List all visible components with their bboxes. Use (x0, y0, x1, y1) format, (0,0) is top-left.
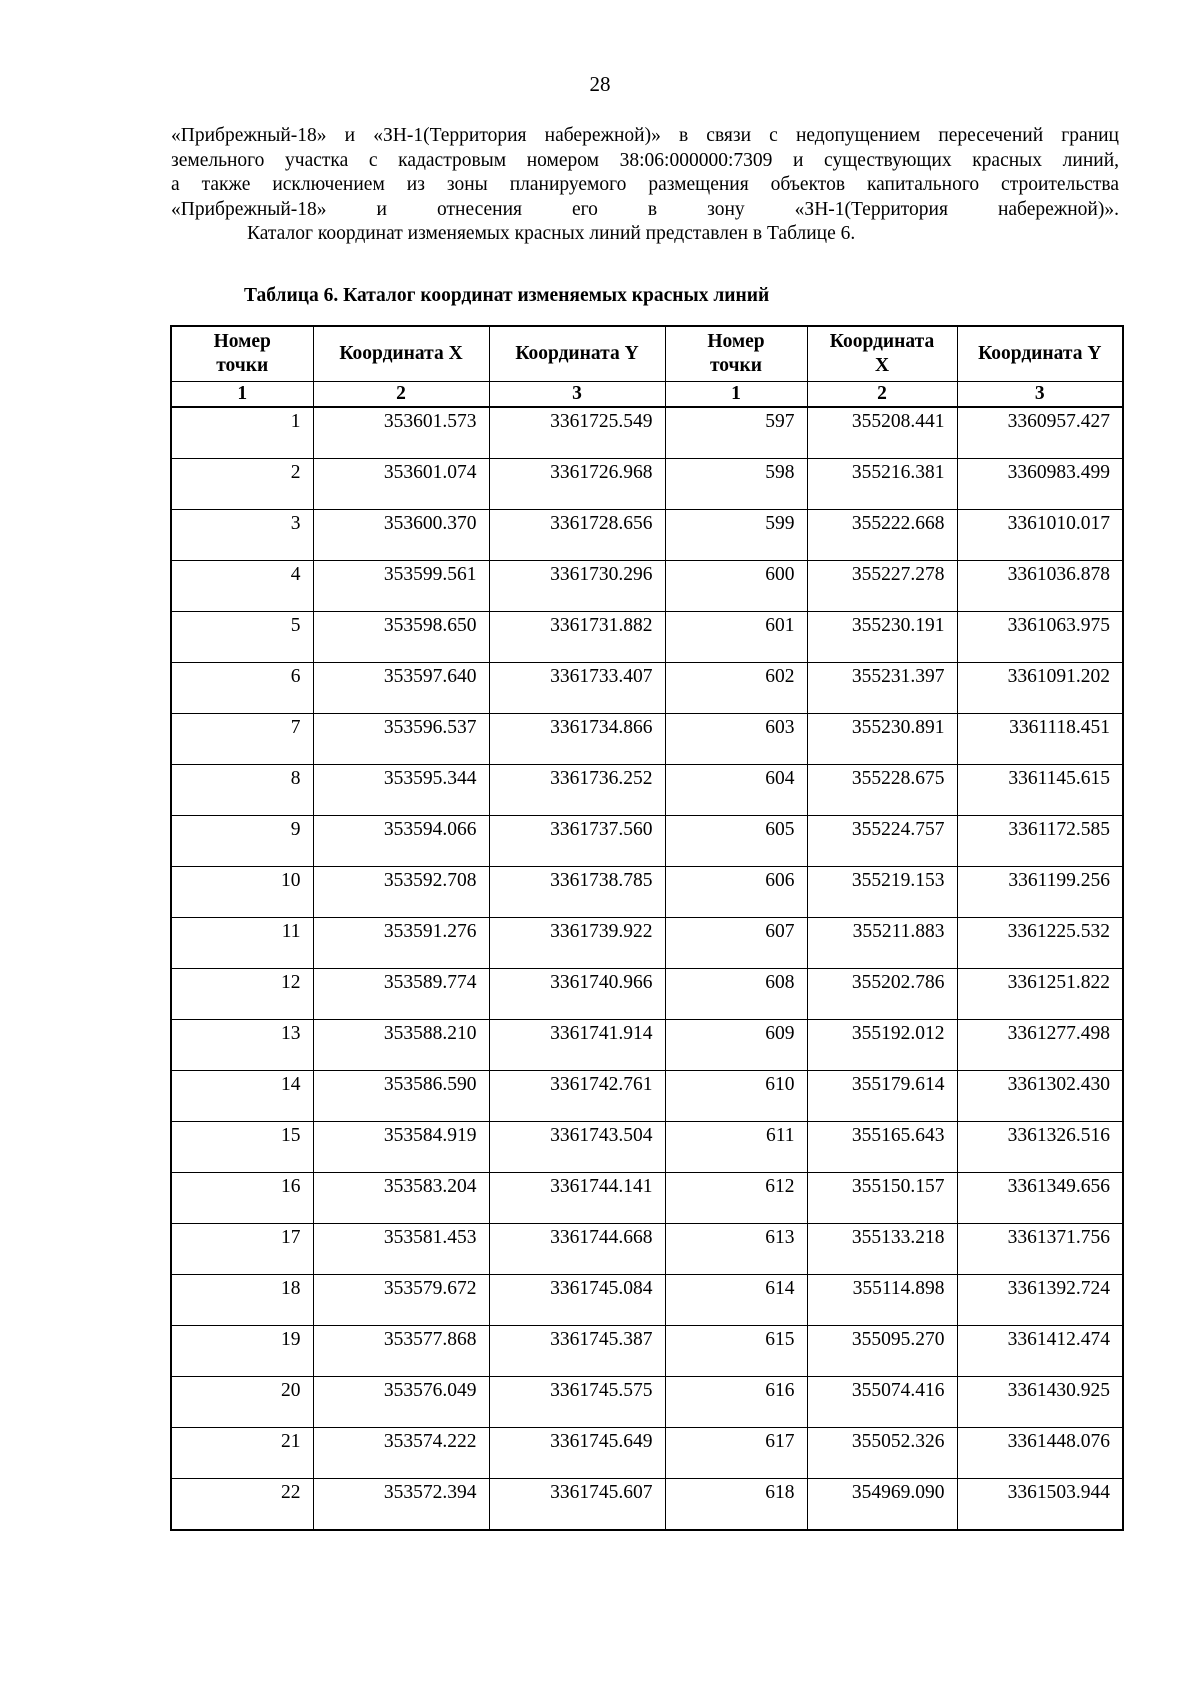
coord-y-right-cell: 3361448.076 (957, 1428, 1123, 1479)
point-number-left-cell: 19 (171, 1326, 313, 1377)
column-number: 1 (171, 382, 313, 408)
header-text: Номер (213, 331, 271, 352)
coord-y-left-cell: 3361737.560 (489, 816, 665, 867)
coord-x-left-cell: 353583.204 (313, 1173, 489, 1224)
table-header-row (171, 326, 1123, 382)
coord-y-right-cell: 3361091.202 (957, 663, 1123, 714)
coord-x-right-cell: 355179.614 (807, 1071, 957, 1122)
coord-y-left-cell: 3361738.785 (489, 867, 665, 918)
point-number-right-cell: 598 (665, 459, 807, 510)
coord-y-left-cell: 3361745.607 (489, 1479, 665, 1531)
coord-y-right-cell: 3361145.615 (957, 765, 1123, 816)
table-row (171, 867, 1123, 918)
coord-y-left-cell: 3361739.922 (489, 918, 665, 969)
coord-x-left-cell: 353601.074 (313, 459, 489, 510)
point-number-right-cell: 605 (665, 816, 807, 867)
intro-paragraph (171, 124, 1119, 247)
coord-x-left-cell: 353598.650 (313, 612, 489, 663)
table-row (171, 1020, 1123, 1071)
point-number-right-cell: 600 (665, 561, 807, 612)
point-number-right-cell: 604 (665, 765, 807, 816)
column-number: 2 (313, 382, 489, 408)
point-number-left-cell: 21 (171, 1428, 313, 1479)
coord-x-right-cell: 355230.891 (807, 714, 957, 765)
coord-x-right-cell: 355211.883 (807, 918, 957, 969)
header-point-number-left (171, 326, 313, 382)
table-row (171, 561, 1123, 612)
coord-x-right-cell: 355192.012 (807, 1020, 957, 1071)
table-row (171, 407, 1123, 459)
coord-x-left-cell: 353591.276 (313, 918, 489, 969)
coord-y-left-cell: 3361725.549 (489, 407, 665, 459)
point-number-left-cell: 17 (171, 1224, 313, 1275)
coord-x-left-cell: 353589.774 (313, 969, 489, 1020)
table-row (171, 1326, 1123, 1377)
coord-y-left-cell: 3361744.141 (489, 1173, 665, 1224)
header-text: Номер (707, 331, 765, 352)
coord-x-left-cell: 353597.640 (313, 663, 489, 714)
coord-x-left-cell: 353601.573 (313, 407, 489, 459)
coord-x-left-cell: 353594.066 (313, 816, 489, 867)
coord-x-left-cell: 353576.049 (313, 1377, 489, 1428)
intro-line: «Прибрежный-18» и «ЗН-1(Территория набережной)» в связи с недопущением пересечений границ (171, 125, 1119, 146)
table-row (171, 1173, 1123, 1224)
coord-x-left-cell: 353584.919 (313, 1122, 489, 1173)
point-number-right-cell: 614 (665, 1275, 807, 1326)
coordinates-table (170, 325, 1124, 1531)
intro-line: а также исключением из зоны планируемого размещения объектов капитального строительства (171, 174, 1119, 195)
point-number-right-cell: 610 (665, 1071, 807, 1122)
coord-y-left-cell: 3361740.966 (489, 969, 665, 1020)
coord-x-right-cell: 355208.441 (807, 407, 957, 459)
table-row (171, 1377, 1123, 1428)
table-row (171, 918, 1123, 969)
coord-y-right-cell: 3361225.532 (957, 918, 1123, 969)
point-number-left-cell: 18 (171, 1275, 313, 1326)
coord-x-right-cell: 355114.898 (807, 1275, 957, 1326)
intro-line: «Прибрежный-18» и отнесения его в зону «ЗН-1(Территория набережной)». (171, 198, 1119, 220)
intro-line: земельного участка с кадастровым номером 38:06:000000:7309 и существующих красных линий, (171, 149, 1119, 171)
point-number-left-cell: 4 (171, 561, 313, 612)
column-number: 1 (665, 382, 807, 408)
coord-y-right-cell: 3361430.925 (957, 1377, 1123, 1428)
coord-x-left-cell: 353586.590 (313, 1071, 489, 1122)
point-number-left-cell: 14 (171, 1071, 313, 1122)
point-number-right-cell: 608 (665, 969, 807, 1020)
coord-y-right-cell: 3361371.756 (957, 1224, 1123, 1275)
coord-y-right-cell: 3361277.498 (957, 1020, 1123, 1071)
coord-x-right-cell: 355074.416 (807, 1377, 957, 1428)
point-number-left-cell: 22 (171, 1479, 313, 1531)
coord-x-right-cell: 355216.381 (807, 459, 957, 510)
point-number-right-cell: 606 (665, 867, 807, 918)
point-number-left-cell: 12 (171, 969, 313, 1020)
point-number-right-cell: 603 (665, 714, 807, 765)
point-number-right-cell: 599 (665, 510, 807, 561)
coord-x-right-cell: 355150.157 (807, 1173, 957, 1224)
coord-x-right-cell: 354969.090 (807, 1479, 957, 1531)
point-number-left-cell: 8 (171, 765, 313, 816)
point-number-left-cell: 6 (171, 663, 313, 714)
header-text: точки (709, 355, 763, 376)
table-row (171, 1122, 1123, 1173)
coord-x-right-cell: 355230.191 (807, 612, 957, 663)
coord-x-left-cell: 353579.672 (313, 1275, 489, 1326)
coord-x-left-cell: 353596.537 (313, 714, 489, 765)
table-row (171, 510, 1123, 561)
coord-y-right-cell: 3361172.585 (957, 816, 1123, 867)
coord-x-right-cell: 355227.278 (807, 561, 957, 612)
column-number: 3 (957, 382, 1123, 408)
coord-x-right-cell: 355231.397 (807, 663, 957, 714)
coord-y-right-cell: 3360957.427 (957, 407, 1123, 459)
header-coord-x-right (807, 326, 957, 382)
table-row (171, 714, 1123, 765)
coord-y-left-cell: 3361745.649 (489, 1428, 665, 1479)
coord-y-right-cell: 3361118.451 (957, 714, 1123, 765)
coord-x-left-cell: 353600.370 (313, 510, 489, 561)
header-coord-x-left: Координата X (313, 326, 489, 382)
coord-y-right-cell: 3361251.822 (957, 969, 1123, 1020)
coord-x-left-cell: 353572.394 (313, 1479, 489, 1531)
coord-y-left-cell: 3361743.504 (489, 1122, 665, 1173)
coord-y-right-cell: 3361392.724 (957, 1275, 1123, 1326)
point-number-right-cell: 597 (665, 407, 807, 459)
point-number-left-cell: 16 (171, 1173, 313, 1224)
point-number-left-cell: 7 (171, 714, 313, 765)
table-row (171, 1275, 1123, 1326)
point-number-left-cell: 10 (171, 867, 313, 918)
point-number-left-cell: 2 (171, 459, 313, 510)
coord-x-right-cell: 355052.326 (807, 1428, 957, 1479)
point-number-right-cell: 602 (665, 663, 807, 714)
coord-x-right-cell: 355222.668 (807, 510, 957, 561)
coord-x-right-cell: 355165.643 (807, 1122, 957, 1173)
header-text: X (874, 355, 890, 376)
table-row (171, 816, 1123, 867)
coord-x-right-cell: 355219.153 (807, 867, 957, 918)
coord-x-right-cell: 355095.270 (807, 1326, 957, 1377)
coord-x-left-cell: 353581.453 (313, 1224, 489, 1275)
coord-y-right-cell: 3361010.017 (957, 510, 1123, 561)
table-row (171, 1071, 1123, 1122)
coord-x-right-cell: 355202.786 (807, 969, 957, 1020)
point-number-right-cell: 615 (665, 1326, 807, 1377)
coord-y-left-cell: 3361734.866 (489, 714, 665, 765)
coord-x-right-cell: 355224.757 (807, 816, 957, 867)
table-row (171, 765, 1123, 816)
coord-x-left-cell: 353588.210 (313, 1020, 489, 1071)
coord-y-left-cell: 3361726.968 (489, 459, 665, 510)
point-number-left-cell: 11 (171, 918, 313, 969)
intro-line-last: Каталог координат изменяемых красных линий представлен в Таблице 6. (247, 223, 856, 244)
coord-y-right-cell: 3361326.516 (957, 1122, 1123, 1173)
point-number-right-cell: 616 (665, 1377, 807, 1428)
coord-y-left-cell: 3361736.252 (489, 765, 665, 816)
point-number-left-cell: 20 (171, 1377, 313, 1428)
header-coord-y-right: Координата Y (957, 326, 1123, 382)
coord-x-left-cell: 353574.222 (313, 1428, 489, 1479)
coord-y-right-cell: 3361302.430 (957, 1071, 1123, 1122)
point-number-left-cell: 9 (171, 816, 313, 867)
coord-x-left-cell: 353592.708 (313, 867, 489, 918)
table-row (171, 663, 1123, 714)
page-number: 28 (589, 72, 611, 96)
table-row (171, 1428, 1123, 1479)
point-number-right-cell: 613 (665, 1224, 807, 1275)
coord-y-left-cell: 3361733.407 (489, 663, 665, 714)
coord-y-left-cell: 3361745.575 (489, 1377, 665, 1428)
header-coord-y-left: Координата Y (489, 326, 665, 382)
point-number-right-cell: 618 (665, 1479, 807, 1531)
coord-y-left-cell: 3361731.882 (489, 612, 665, 663)
coord-y-right-cell: 3361349.656 (957, 1173, 1123, 1224)
table-row (171, 459, 1123, 510)
table-row (171, 612, 1123, 663)
coord-x-left-cell: 353599.561 (313, 561, 489, 612)
column-number: 3 (489, 382, 665, 408)
table-row (171, 1224, 1123, 1275)
coord-y-right-cell: 3361063.975 (957, 612, 1123, 663)
coord-x-right-cell: 355133.218 (807, 1224, 957, 1275)
point-number-right-cell: 617 (665, 1428, 807, 1479)
point-number-right-cell: 612 (665, 1173, 807, 1224)
coord-y-right-cell: 3361503.944 (957, 1479, 1123, 1531)
table-body (171, 407, 1123, 1530)
coord-y-left-cell: 3361744.668 (489, 1224, 665, 1275)
point-number-right-cell: 611 (665, 1122, 807, 1173)
coord-y-left-cell: 3361745.387 (489, 1326, 665, 1377)
column-number-row (171, 382, 1123, 408)
coord-y-left-cell: 3361745.084 (489, 1275, 665, 1326)
point-number-right-cell: 609 (665, 1020, 807, 1071)
table-row (171, 1479, 1123, 1531)
coord-y-right-cell: 3360983.499 (957, 459, 1123, 510)
header-text: Координата (829, 331, 935, 352)
point-number-left-cell: 5 (171, 612, 313, 663)
point-number-left-cell: 13 (171, 1020, 313, 1071)
point-number-left-cell: 3 (171, 510, 313, 561)
table-row (171, 969, 1123, 1020)
point-number-left-cell: 15 (171, 1122, 313, 1173)
coord-y-left-cell: 3361742.761 (489, 1071, 665, 1122)
table-caption: Таблица 6. Каталог координат изменяемых красных линий (244, 285, 770, 306)
coord-y-right-cell: 3361412.474 (957, 1326, 1123, 1377)
point-number-right-cell: 601 (665, 612, 807, 663)
point-number-left-cell: 1 (171, 407, 313, 459)
coord-y-left-cell: 3361730.296 (489, 561, 665, 612)
header-text: точки (216, 355, 269, 376)
coord-x-left-cell: 353595.344 (313, 765, 489, 816)
column-number: 2 (807, 382, 957, 408)
coord-x-right-cell: 355228.675 (807, 765, 957, 816)
point-number-right-cell: 607 (665, 918, 807, 969)
coord-y-right-cell: 3361199.256 (957, 867, 1123, 918)
coord-y-left-cell: 3361728.656 (489, 510, 665, 561)
header-point-number-right (665, 326, 807, 382)
coord-y-right-cell: 3361036.878 (957, 561, 1123, 612)
coord-x-left-cell: 353577.868 (313, 1326, 489, 1377)
coord-y-left-cell: 3361741.914 (489, 1020, 665, 1071)
